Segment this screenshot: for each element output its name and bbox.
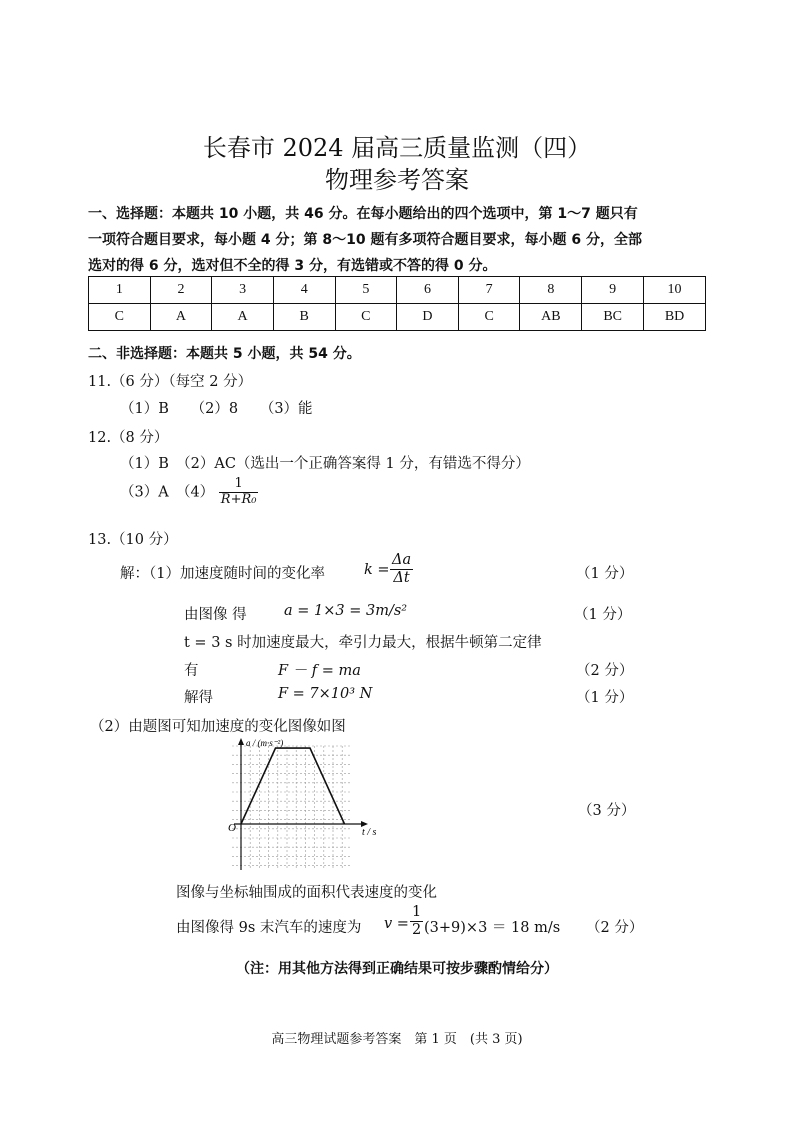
q13-l8-v: v = [384,916,409,932]
q13-l4-score: （2 分） [576,663,634,679]
graph-y-label: a / (m·s⁻²) [246,738,284,748]
answer-table-answer-row [89,304,706,331]
table-cell: 4 [273,277,335,304]
table-cell: 3 [212,277,274,304]
q13-graph-score: （3 分） [578,803,636,819]
table-cell: 5 [335,277,397,304]
q12-line2-prefix: （3）A （4） [120,484,215,501]
q13-l8-prefix: 由图像得 9s 末汽车的速度为 [176,920,362,936]
answer-table [88,276,706,331]
y-axis-arrow [238,738,244,745]
table-cell: D [397,304,459,331]
q13-l5-formula: F = 7×10³ N [278,686,373,702]
fraction [390,552,413,586]
section2-heading: 二、非选择题：本题共 5 小题，共 54 分。 [88,346,361,362]
grading-note: （注：用其他方法得到正确结果可按步骤酌情给分） [236,961,558,977]
answer-table-number-row [89,277,706,304]
table-cell: 7 [458,277,520,304]
section1-line2: 一项符合题目要求，每小题 4 分；第 8～10 题有多项符合题目要求，每小题 6 分，全部 [88,232,642,248]
q13-l8-score: （2 分） [586,920,644,936]
q11-answers: （1）B （2）8 （3）能 [120,401,313,417]
fraction-numerator: Δa [392,552,412,568]
q13-l2-formula: a = 1×3 = 3m/s² [284,603,408,619]
q13-l7-text: 图像与坐标轴围成的面积代表速度的变化 [176,885,437,901]
table-cell: BD [644,304,706,331]
table-cell: C [335,304,397,331]
q13-l2-text: 由图像 得 [184,607,247,623]
table-cell: AB [520,304,582,331]
acceleration-graph [226,734,386,874]
q13-l8-suffix: (3+9)×3 ＝ 18 m/s [424,920,561,936]
page-title: 长春市 2024 届高三质量监测（四） [202,134,592,162]
table-cell: 9 [582,277,644,304]
table-cell: A [212,304,274,331]
fraction-denominator: R+R₀ [220,491,257,507]
fraction-denominator: Δt [393,569,410,586]
q13-p1-lhs: k = [364,562,390,578]
table-cell: C [458,304,520,331]
q13-l5-text: 解得 [184,690,213,706]
section1-line1: 一、选择题：本题共 10 小题，共 46 分。在每小题给出的四个选项中，第 1～7 题只有 [88,206,638,222]
table-cell: 10 [644,277,706,304]
page-subtitle: 物理参考答案 [325,166,469,194]
q12-header: 12.（8 分） [88,430,169,446]
q13-p1-fraction [390,552,413,586]
graph-line [241,748,345,824]
q11-header: 11.（6 分）（每空 2 分） [88,374,253,390]
table-cell: BC [582,304,644,331]
table-cell: B [273,304,335,331]
table-cell: C [89,304,151,331]
graph-x-label: t / s [362,827,377,838]
q13-l8-fraction [410,904,423,938]
q13-l3-text: t = 3 s 时加速度最大，牵引力最大，根据牛顿第二定律 [184,635,542,651]
q13-p1-score: （1 分） [576,566,634,582]
graph-grid [232,746,351,870]
q13-l2-score: （1 分） [574,607,632,623]
table-cell: 2 [150,277,212,304]
table-cell: 6 [397,277,459,304]
fraction-numerator: 1 [219,477,259,493]
table-cell: 1 [89,277,151,304]
page-footer: 高三物理试题参考答案 第 1 页 (共 3 页) [271,1032,523,1047]
q13-header: 13.（10 分） [88,532,178,548]
fraction [410,904,423,938]
table-cell: A [150,304,212,331]
q12-line1: （1）B （2）AC（选出一个正确答案得 1 分，有错选不得分） [120,456,530,472]
q13-l5-score: （1 分） [576,690,634,706]
q13-p1-label: 解：（1）加速度随时间的变化率 [120,566,325,582]
q12-line2 [120,477,258,508]
fraction-denominator: 2 [412,921,422,938]
graph-origin-label: O [228,822,236,834]
table-cell: 8 [520,277,582,304]
section1-line3: 选对的得 6 分，选对但不全的得 3 分，有选错或不答的得 0 分。 [88,258,497,274]
fraction [219,477,259,508]
q13-p2-header: （2）由题图可知加速度的变化图像如图 [90,719,346,735]
q13-l4-formula: F － f = ma [278,663,361,679]
q13-l4-text: 有 [184,663,199,679]
fraction-numerator: 1 [412,904,422,920]
